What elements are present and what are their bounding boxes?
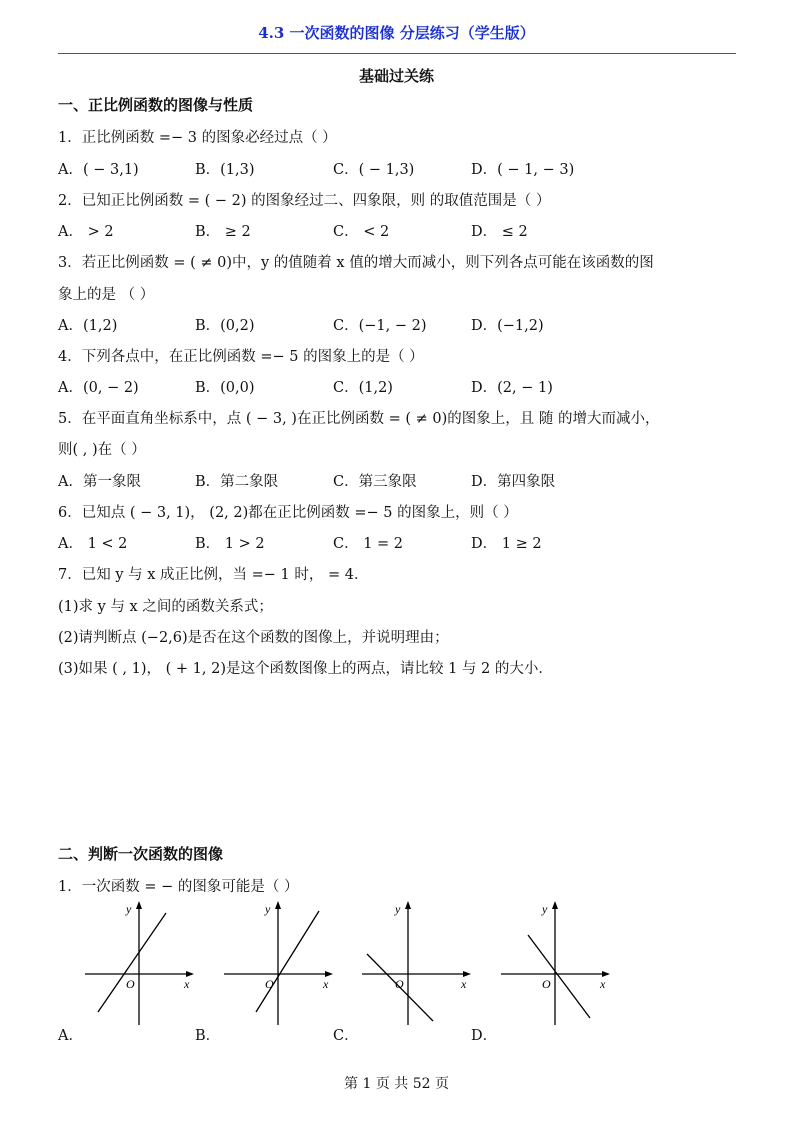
- q4-option-d: D．(2, − 1): [471, 380, 553, 396]
- q4-option-a: A．(0, − 2): [58, 380, 139, 396]
- graph-a: [80, 899, 200, 1025]
- q1-option-a: A．( − 3,1): [58, 162, 139, 178]
- q5-option-b: B．第二象限: [195, 474, 279, 490]
- x-label: x: [323, 977, 329, 991]
- y-label: y: [126, 902, 132, 916]
- q4-stem: 4．下列各点中，在正比例函数 =− 5 的图象上的是（ ）: [58, 349, 424, 365]
- q3-stem-line1: 3．若正比例函数 = ( ≠ 0)中，y 的值随着 x 值的增大而减小，则下列各点可能在该函数的图: [58, 255, 654, 271]
- s2-q1-stem: 1．一次函数 = − 的图象可能是（ ）: [58, 879, 299, 895]
- q6-option-a: A． 1 < 2: [58, 536, 128, 552]
- s2-q1-option-c-label: C．: [333, 1028, 359, 1044]
- q3-stem-line2: 象上的是 （ ）: [58, 287, 155, 303]
- graph-line: [256, 911, 319, 1012]
- y-axis-arrow: [405, 901, 411, 909]
- q4-option-c: C．(1,2): [333, 380, 393, 396]
- q3-option-d: D．(−1,2): [471, 318, 544, 334]
- x-label: x: [461, 977, 467, 991]
- q6-option-d: D． 1 ≥ 2: [471, 536, 542, 552]
- q2-option-a: A． > 2: [58, 224, 114, 240]
- s2-q1-option-d-label: D．: [471, 1028, 498, 1044]
- q3-option-a: A．(1,2): [58, 318, 118, 334]
- q6-option-b: B． 1 > 2: [195, 536, 265, 552]
- graph-d: [496, 899, 616, 1025]
- q5-stem-line2: 则( , )在（ ）: [58, 442, 146, 458]
- page-footer: 第 1 页 共 52 页: [344, 1076, 449, 1092]
- q1-stem: 1．正比例函数 =− 3 的图象必经过点（ ）: [58, 130, 337, 146]
- q6-option-c: C． 1 = 2: [333, 536, 404, 552]
- origin-label: O: [126, 977, 135, 991]
- graph-line: [98, 913, 166, 1012]
- q3-option-b: B．(0,2): [195, 318, 255, 334]
- graph-c: [357, 899, 477, 1025]
- q2-stem: 2．已知正比例函数 = ( − 2) 的图象经过二、四象限，则 的取值范围是（ ）: [58, 193, 551, 209]
- q5-option-c: C．第三象限: [333, 474, 417, 490]
- origin-label: O: [395, 977, 404, 991]
- s2-q1-option-a-label: A．: [58, 1028, 83, 1044]
- q5-stem-line1: 5．在平面直角坐标系中，点 ( − 3, )在正比例函数 = ( ≠ 0)的图象上，且 随 的增大而减小，: [58, 411, 660, 427]
- q7-stem: 7．已知 y 与 x 成正比例，当 =− 1 时， = 4．: [58, 567, 369, 583]
- y-axis-arrow: [136, 901, 142, 909]
- origin-label: O: [542, 977, 551, 991]
- q7-part1: (1)求 y 与 x 之间的函数关系式；: [58, 599, 273, 615]
- q1-option-d: D．( − 1, − 3): [471, 162, 575, 178]
- section2-title: 二、判断一次函数的图像: [58, 845, 224, 863]
- y-label: y: [542, 902, 548, 916]
- y-axis-arrow: [552, 901, 558, 909]
- level-title: 基础过关练: [358, 67, 434, 85]
- q2-option-c: C． < 2: [333, 224, 390, 240]
- q4-option-b: B．(0,0): [195, 380, 255, 396]
- graph-line: [528, 935, 590, 1018]
- q1-option-b: B．(1,3): [195, 162, 255, 178]
- q6-stem: 6．已知点 ( − 3, 1)， (2, 2)都在正比例函数 =− 5 的图象上，则（ ）: [58, 505, 518, 521]
- q5-option-d: D．第四象限: [471, 474, 556, 490]
- header-divider: [58, 53, 736, 54]
- section1-title: 一、正比例函数的图像与性质: [58, 96, 254, 114]
- q7-part3: (3)如果 ( , 1)， ( + 1, 2)是这个函数图像上的两点，请比较 1 与 2 的大小．: [58, 661, 553, 677]
- q7-part2: (2)请判断点 (−2,6)是否在这个函数的图像上，并说明理由；: [58, 630, 449, 646]
- graph-b: [219, 899, 339, 1025]
- document-title: 4.3 一次函数的图像 分层练习（学生版）: [258, 24, 535, 42]
- x-label: x: [184, 977, 190, 991]
- s2-q1-option-b-label: B．: [195, 1028, 221, 1044]
- q2-option-b: B． ≥ 2: [195, 224, 251, 240]
- y-label: y: [265, 902, 271, 916]
- q2-option-d: D． ≤ 2: [471, 224, 528, 240]
- origin-label: O: [265, 977, 274, 991]
- y-label: y: [395, 902, 401, 916]
- y-axis-arrow: [275, 901, 281, 909]
- q1-option-c: C．( − 1,3): [333, 162, 415, 178]
- q5-option-a: A．第一象限: [58, 474, 141, 490]
- q3-option-c: C．(−1, − 2): [333, 318, 427, 334]
- x-label: x: [600, 977, 606, 991]
